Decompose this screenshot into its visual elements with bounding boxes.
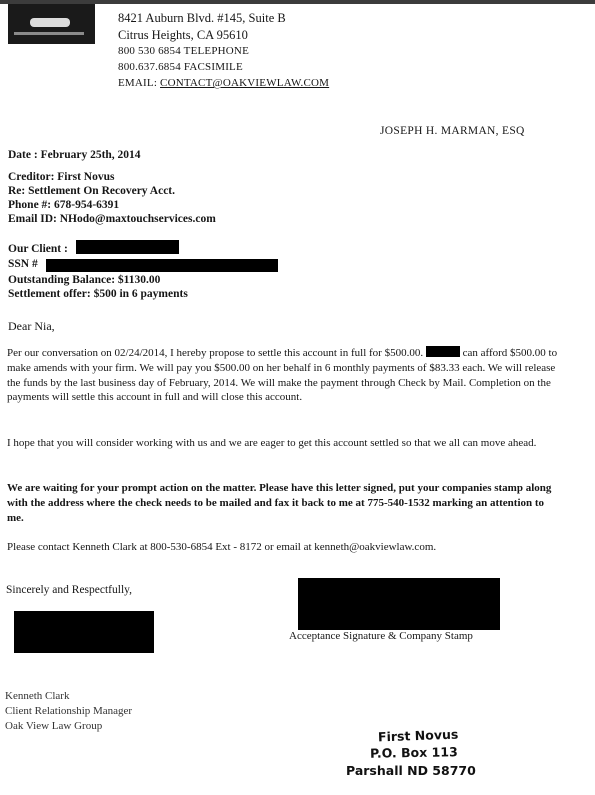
client-name-redaction (76, 240, 179, 254)
paragraph-1-rest: afford $500.00 to make amends with your firm. We will pay you $500.00 on her behalf in 6 monthly payments of $83.33 each. We will release the funds by the last business day of February, 2014. We will make the payment through Check by Mail. Completion on the payments will settle this account in full and will close this account. (7, 347, 558, 404)
letter-date: Date : February 25th, 2014 (8, 149, 141, 161)
body-paragraph-1 (7, 346, 563, 405)
address-line-1: 8421 Auburn Blvd. #145, Suite B (118, 11, 286, 25)
signer-title: Client Relationship Manager (5, 705, 133, 717)
email-line (118, 78, 329, 89)
signer-name: Kenneth Clark (5, 690, 70, 702)
creditor-email: Email ID: NHodo@maxtouchservices.com (8, 213, 216, 225)
paragraph-1-can: can (462, 347, 478, 359)
settlement-offer: Settlement offer: $500 in 6 payments (8, 288, 188, 300)
signature-redaction (14, 611, 154, 653)
handwritten-line-1: First Novus (377, 726, 459, 745)
salutation: Dear Nia, (8, 319, 55, 333)
address-line-2: Citrus Heights, CA 95610 (118, 28, 248, 42)
facsimile-line: 800.637.6854 FACSIMILE (118, 61, 243, 73)
signer-company: Oak View Law Group (5, 720, 103, 732)
email-label: EMAIL: (118, 77, 158, 89)
handwritten-line-2: P.O. Box 113 (369, 744, 458, 761)
regarding-line: Re: Settlement On Recovery Acct. (8, 185, 176, 197)
attorney-name: JOSEPH H. MARMAN, ESQ (380, 125, 525, 137)
paragraph-1-start: Per our conversation on 02/24/2014, I hereby propose to settle this account in full for $500.00. (7, 347, 424, 359)
creditor-name: Creditor: First Novus (8, 171, 115, 183)
body-paragraph-2: I hope that you will consider working with us and we are eager to get this account settled so that we all can move ahead. (7, 437, 537, 449)
inline-name-redaction (426, 346, 460, 357)
firm-logo-image (8, 4, 95, 44)
closing-line: Sincerely and Respectfully, (6, 584, 133, 596)
outstanding-balance: Outstanding Balance: $1130.00 (8, 274, 161, 286)
email-link[interactable]: CONTACT@OAKVIEWLAW.COM (160, 77, 330, 89)
our-client-label: Our Client : (8, 243, 68, 255)
telephone-line: 800 530 6854 TELEPHONE (118, 45, 249, 57)
handwritten-line-3: Parshall ND 58770 (346, 763, 476, 778)
ssn-redaction (46, 259, 278, 272)
body-paragraph-3: We are waiting for your prompt action on the matter. Please have this letter signed, put your companies stamp along with the address where the check needs to be mailed and fax it back to me at 775-540-1532 marking an attention to me. (7, 482, 552, 524)
body-paragraph-4: Please contact Kenneth Clark at 800-530-6854 Ext - 8172 or email at kenneth@oakviewlaw.com. (7, 541, 437, 553)
acceptance-signature-label: Acceptance Signature & Company Stamp (289, 630, 473, 642)
acceptance-signature-redaction (298, 578, 500, 630)
ssn-label: SSN # (8, 258, 38, 270)
creditor-phone: Phone #: 678-954-6391 (8, 199, 120, 211)
